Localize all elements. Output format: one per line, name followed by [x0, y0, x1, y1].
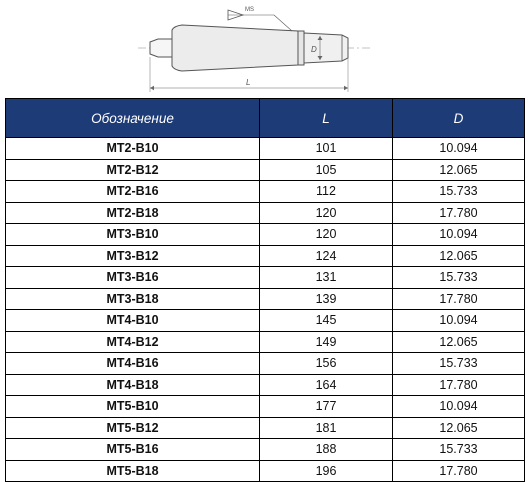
callout-leader: [274, 15, 292, 31]
label-l: L: [246, 78, 251, 87]
cell-diameter: 15.733: [393, 181, 525, 203]
cell-diameter: 12.065: [393, 331, 525, 353]
table-row: [6, 396, 525, 418]
label-d: D: [311, 45, 317, 54]
l-arrow-right: [344, 86, 348, 90]
cell-length: 124: [260, 245, 393, 267]
table-row: [6, 417, 525, 439]
cell-length: 149: [260, 331, 393, 353]
cell-length: 156: [260, 353, 393, 375]
cell-designation: MT2-B10: [6, 138, 260, 160]
cell-designation: MT3-B18: [6, 288, 260, 310]
cell-length: 196: [260, 460, 393, 482]
table-row: [6, 181, 525, 203]
header-diameter: D: [393, 99, 525, 138]
cell-designation: MT3-B16: [6, 267, 260, 289]
cell-diameter: 15.733: [393, 439, 525, 461]
cell-diameter: 12.065: [393, 245, 525, 267]
cell-length: 177: [260, 396, 393, 418]
cell-length: 101: [260, 138, 393, 160]
cell-diameter: 17.780: [393, 202, 525, 224]
cell-designation: MT5-B16: [6, 439, 260, 461]
cell-length: 181: [260, 417, 393, 439]
cell-designation: MT4-B12: [6, 331, 260, 353]
cell-designation: MT4-B16: [6, 353, 260, 375]
cell-length: 145: [260, 310, 393, 332]
header-designation: Обозначение: [6, 99, 260, 138]
table-row: [6, 245, 525, 267]
table-row: [6, 331, 525, 353]
taper-shank-diagram: [120, 0, 410, 92]
cell-diameter: 10.094: [393, 138, 525, 160]
cell-designation: MT5-B18: [6, 460, 260, 482]
cell-diameter: 17.780: [393, 374, 525, 396]
collar: [298, 31, 304, 65]
cell-designation: MT2-B18: [6, 202, 260, 224]
cell-diameter: 10.094: [393, 224, 525, 246]
cell-diameter: 10.094: [393, 396, 525, 418]
cell-length: 120: [260, 224, 393, 246]
cell-designation: MT2-B12: [6, 159, 260, 181]
table-row: [6, 439, 525, 461]
table-row: [6, 138, 525, 160]
table-row: [6, 460, 525, 482]
cell-length: 139: [260, 288, 393, 310]
cell-designation: MT5-B12: [6, 417, 260, 439]
cell-designation: MT4-B18: [6, 374, 260, 396]
cell-diameter: 12.065: [393, 417, 525, 439]
taper-body: [172, 25, 298, 71]
cell-diameter: 10.094: [393, 310, 525, 332]
table-row: [6, 202, 525, 224]
table-header-row: [6, 99, 525, 138]
table-row: [6, 224, 525, 246]
cell-diameter: 15.733: [393, 353, 525, 375]
cell-diameter: 17.780: [393, 288, 525, 310]
cell-designation: MT3-B12: [6, 245, 260, 267]
table-row: [6, 353, 525, 375]
tang: [150, 39, 172, 57]
header-length: L: [260, 99, 393, 138]
cell-diameter: 17.780: [393, 460, 525, 482]
cell-length: 120: [260, 202, 393, 224]
table-row: [6, 159, 525, 181]
table-row: [6, 374, 525, 396]
cell-designation: MT5-B10: [6, 396, 260, 418]
cell-designation: MT3-B10: [6, 224, 260, 246]
cell-length: 164: [260, 374, 393, 396]
l-arrow-left: [150, 86, 154, 90]
cell-length: 131: [260, 267, 393, 289]
cell-length: 188: [260, 439, 393, 461]
cell-length: 105: [260, 159, 393, 181]
cell-diameter: 15.733: [393, 267, 525, 289]
cell-designation: MT4-B10: [6, 310, 260, 332]
cell-designation: MT2-B16: [6, 181, 260, 203]
spec-table: [5, 98, 525, 482]
cell-length: 112: [260, 181, 393, 203]
table-row: [6, 310, 525, 332]
label-ms: MS: [245, 7, 254, 13]
table-row: [6, 267, 525, 289]
table-row: [6, 288, 525, 310]
cell-diameter: 12.065: [393, 159, 525, 181]
taper-shank-drawing: [120, 0, 410, 92]
